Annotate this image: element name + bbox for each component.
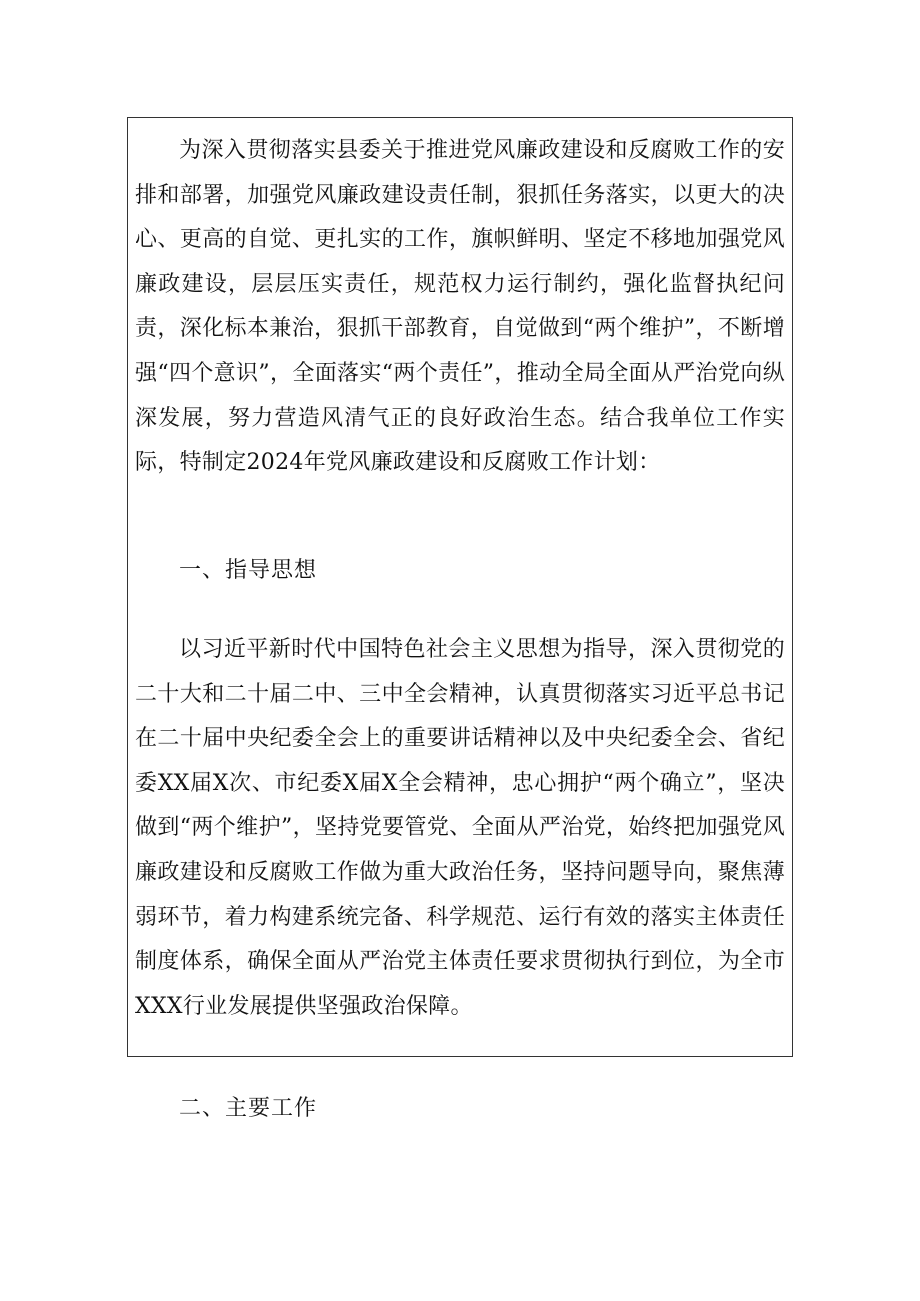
section-heading-main-work: 二、主要工作: [179, 1096, 318, 1121]
guiding-ideology-paragraph: 以习近平新时代中国特色社会主义思想为指导，深入贯彻党的二十大和二十届二中、三中全会精神，认真贯彻落实习近平总书记在二十届中央纪委全会上的重要讲话精神以及中央纪委全会、省纪委XX届X次、市纪委X届X全会精神，忠心拥护“两个确立”，坚决做到“两个维护”，坚持党要管党、全面从严治党，始终把加强党风廉政建设和反腐败工作做为重大政治任务，坚持问题导向，聚焦薄弱环节，着力构建系统完备、科学规范、运行有效的落实主体责任制度体系，确保全面从严治党主体责任要求贯彻执行到位，为全市XXX行业发展提供坚强政治保障。: [135, 637, 785, 1019]
section-heading-guiding-ideology: 一、指导思想: [179, 558, 318, 583]
intro-paragraph: 为深入贯彻落实县委关于推进党风廉政建设和反腐败工作的安排和部署，加强党风廉政建设责任制，狠抓任务落实，以更大的决心、更高的自觉、更扎实的工作，旗帜鲜明、坚定不移地加强党风廉政建设，层层压实责任，规范权力运行制约，强化监督执纪问责，深化标本兼治，狠抓干部教育，自觉做到“两个维护”，不断增强“四个意识”，全面落实“两个责任”，推动全局全面从严治党向纵深发展，努力营造风清气正的良好政治生态。结合我单位工作实际，特制定2024年党风廉政建设和反腐败工作计划：: [135, 138, 785, 476]
